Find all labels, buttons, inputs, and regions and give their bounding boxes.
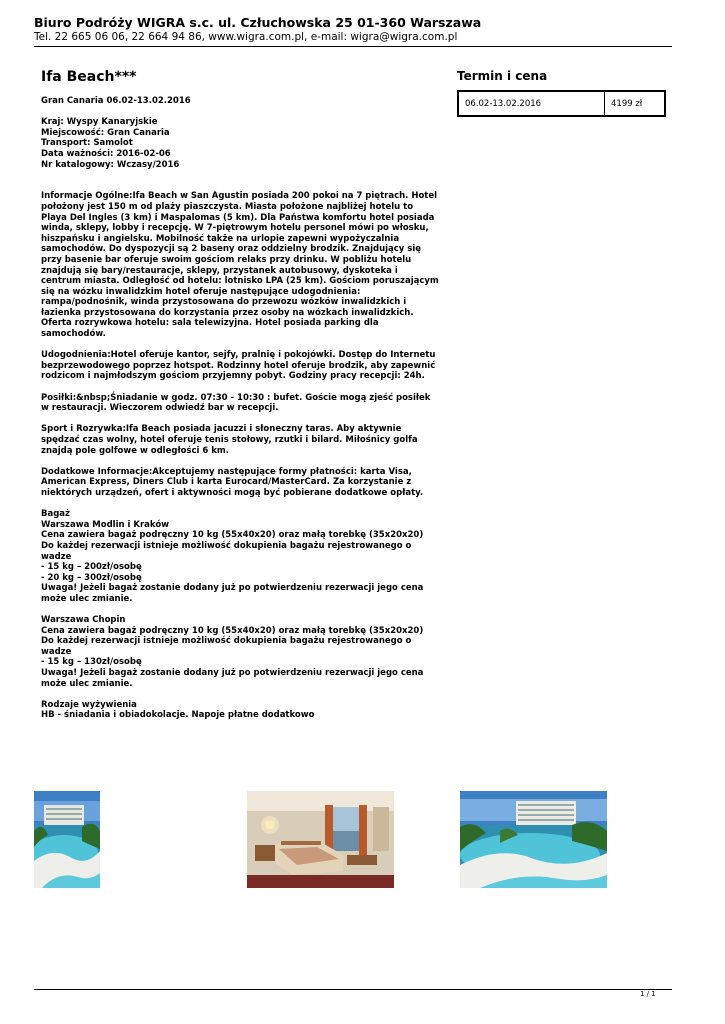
hotel-pool-wide-photo — [460, 791, 607, 888]
text-line: Oferta rozrywkowa hotelu: sala telewizyjna. Hotel posiada parking dla — [41, 318, 379, 329]
text-line: może ulec zmianie. — [41, 593, 133, 604]
text-line: Udogodnienia:Hotel oferuje kantor, sejfy, pralnię i pokojówki. Dostęp do Internetu — [41, 350, 436, 361]
hotel-room-photo — [247, 791, 394, 888]
footer-divider — [34, 989, 672, 990]
text-line: samochodów. — [41, 329, 106, 340]
text-line: położony jest 150 m od plaży piaszczysta. Miasta położone najbliżej hotelu to — [41, 201, 414, 212]
text-line: - 15 kg – 130zł/osobę — [41, 657, 142, 668]
text-line: Cena zawiera bagaż podręczny 10 kg (55x40x20) oraz małą torebkę (35x20x20) — [41, 530, 424, 541]
text-line: - 15 kg – 200zł/osobę — [41, 562, 142, 573]
text-line: centrum miasta. Odległość od hotelu: lotnisko LPA (25 km). Gościom poruszającym — [41, 276, 439, 287]
text-line: Bagaż — [41, 509, 70, 520]
text-line: Do każdej rezerwacji istnieje możliwość dokupienia bagażu rejestrowanego o — [41, 540, 412, 551]
text-line: Warszawa Modlin i Kraków — [41, 519, 170, 530]
meals-section — [41, 393, 446, 414]
price-table — [457, 90, 666, 117]
text-line: samochodów. Do dyspozycji są 2 baseny oraz oddzielny brodzik. Znajdujący się — [41, 244, 422, 255]
text-line: American Express, Diners Club i karta Eurocard/MasterCard. Za korzystanie z — [41, 477, 412, 488]
offer-facts — [41, 117, 446, 170]
text-line: Transport: Samolot — [41, 138, 133, 149]
text-line: przy basenie bar oferuje swoim gościom relaks przy drinku. W pobliżu hotelu — [41, 254, 412, 265]
text-line: w restauracji. Wieczorem odwiedź bar w recepcji. — [41, 403, 279, 414]
text-line: Do każdej rezerwacji istnieje możliwość dokupienia bagażu rejestrowanego o — [41, 636, 412, 647]
text-line: niektórych urządzeń, ofert i aktywności mogą być pobierane dodatkowe opłaty. — [41, 487, 424, 498]
additional-info-section — [41, 467, 446, 499]
text-line: się na wózku inwalidzkim hotel oferuje następujące udogodnienia: — [41, 286, 361, 297]
text-line: rodzicom i najmłodszym gościom przyjemny pobyt. Godziny pracy recepcji: 24h. — [41, 371, 425, 382]
text-line: Uwaga! Jeżeli bagaż zostanie dodany już po potwierdzeniu rezerwacji jego cena — [41, 668, 424, 679]
text-line: Uwaga! Jeżeli bagaż zostanie dodany już po potwierdzeniu rezerwacji jego cena — [41, 583, 424, 594]
company-contact: Tel. 22 665 06 06, 22 664 94 86, www.wigra.com.pl, e-mail: wigra@wigra.com.pl — [34, 31, 458, 43]
text-line: Dodatkowe Informacje:Akceptujemy następujące formy płatności: karta Visa, — [41, 466, 412, 477]
baggage-modlin-section — [41, 509, 446, 604]
text-line: spędzać czas wolny, hotel oferuje tenis stołowy, rzutki i bilard. Miłośnicy golfa — [41, 435, 418, 445]
text-line: Miejscowość: Gran Canaria — [41, 127, 170, 138]
header-divider — [34, 46, 672, 47]
baggage-chopin-section — [41, 615, 446, 689]
text-line: bezprzewodowego poprzez hotspot. Rodzinny hotel oferuje brodzik, aby zapewnić — [41, 360, 436, 371]
text-line: łazienka przystosowana do korzystania przez osoby na wózkach inwalidzkich. — [41, 307, 414, 318]
company-name: Biuro Podróży WIGRA s.c. ul. Człuchowska 25 01-360 Warszawa — [34, 15, 482, 30]
text-line: wadze — [41, 551, 72, 562]
offer-description — [41, 96, 446, 721]
price-date-cell: 06.02-13.02.2016 — [459, 92, 605, 115]
hotel-pool-photo — [34, 791, 100, 888]
text-line: Data ważności: 2016-02-06 — [41, 148, 171, 159]
terms-heading: Termin i cena — [457, 69, 548, 83]
page-number: 1 / 1 — [640, 990, 656, 998]
text-line: Rodzaje wyżywienia — [41, 699, 137, 710]
text-line: Playa Del Ingles (3 km) i Maspalomas (5 km). Dla Państwa komfortu hotel posiada — [41, 212, 435, 223]
text-line: rampa/podnośnik, winda przystosowana do przewozu wózków inwalidzkich i — [41, 297, 407, 308]
sport-section — [41, 424, 446, 456]
offer-subtitle: Gran Canaria 06.02-13.02.2016 — [41, 96, 191, 106]
text-line: Posiłki:&nbsp;Śniadanie w godz. 07:30 - 10:30 : bufet. Goście mogą zjeść posiłek — [41, 392, 431, 403]
text-line: Nr katalogowy: Wczasy/2016 — [41, 159, 180, 170]
price-value-cell: 4199 zł — [611, 99, 643, 109]
amenities-section — [41, 350, 446, 382]
text-line: wadze — [41, 646, 72, 657]
general-info-section — [41, 191, 446, 339]
text-line: znajdują się bary/restauracje, sklepy, przystanek autobusowy, dyskoteka i — [41, 265, 398, 276]
text-line: winda, sklepy, lobby i recepcję. W 7-piętrowym hotelu personel mówi po włosku, — [41, 223, 429, 234]
text-line: Warszawa Chopin — [41, 615, 126, 626]
text-line: Informacje Ogólne:Ifa Beach w San Agustin posiada 200 pokoi na 7 piętrach. Hotel — [41, 191, 438, 202]
text-line: Kraj: Wyspy Kanaryjskie — [41, 117, 158, 128]
text-line: znajdą pole golfowe w odległości 6 km. — [41, 445, 230, 456]
board-section — [41, 700, 446, 721]
text-line: Sport i Rozrywka:Ifa Beach posiada jacuzzi i słoneczny taras. Aby aktywnie — [41, 424, 402, 435]
text-line: - 20 kg – 300zł/osobę — [41, 572, 142, 583]
hotel-title: Ifa Beach*** — [41, 69, 137, 85]
text-line: hiszpańsku i angielsku. Mobilność także na urlopie zapewni wypożyczalnia — [41, 233, 400, 244]
text-line: może ulec zmianie. — [41, 678, 133, 689]
text-line: Cena zawiera bagaż podręczny 10 kg (55x40x20) oraz małą torebkę (35x20x20) — [41, 625, 424, 636]
text-line: HB - śniadania i obiadokolacje. Napoje płatne dodatkowo — [41, 710, 315, 721]
